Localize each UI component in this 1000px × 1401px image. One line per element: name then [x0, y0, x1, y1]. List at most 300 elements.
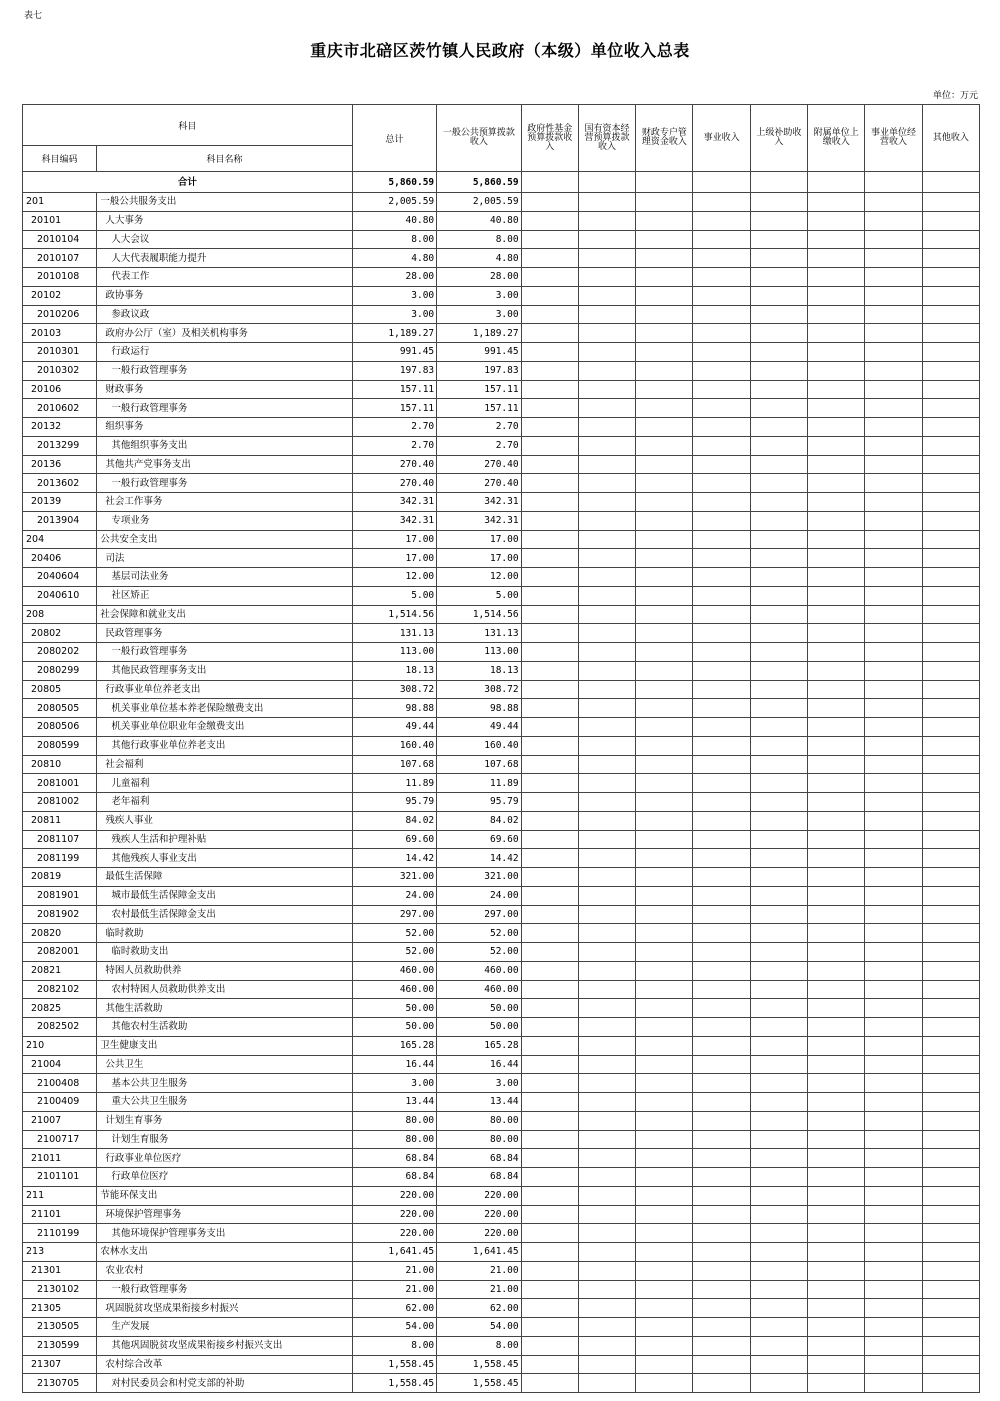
- empty-cell: [578, 418, 635, 437]
- empty-cell: [922, 661, 979, 680]
- subject-code-cell: 2081902: [23, 905, 97, 924]
- empty-cell: [693, 699, 750, 718]
- subject-name-cell: 特困人员救助供养: [97, 961, 352, 980]
- table-row: [23, 886, 980, 905]
- empty-cell: [521, 1299, 578, 1318]
- empty-cell: [636, 399, 693, 418]
- subject-code-cell: 21007: [23, 1111, 97, 1130]
- empty-cell: [636, 1111, 693, 1130]
- empty-cell: [636, 474, 693, 493]
- empty-cell: [922, 586, 979, 605]
- empty-cell: [865, 718, 922, 737]
- empty-cell: [808, 736, 865, 755]
- general-budget-cell: 5.00: [437, 586, 521, 605]
- empty-cell: [750, 586, 807, 605]
- empty-cell: [922, 980, 979, 999]
- empty-cell: [636, 549, 693, 568]
- empty-cell: [750, 268, 807, 287]
- empty-cell: [693, 530, 750, 549]
- empty-cell: [865, 193, 922, 212]
- empty-cell: [922, 211, 979, 230]
- total-cell: 1,641.45: [352, 1243, 436, 1262]
- empty-cell: [521, 268, 578, 287]
- empty-cell: [578, 1168, 635, 1187]
- empty-cell: [693, 830, 750, 849]
- subject-code-cell: 2081002: [23, 793, 97, 812]
- subject-name-cell: 一般行政管理事务: [97, 399, 352, 418]
- empty-cell: [865, 586, 922, 605]
- empty-cell: [865, 1374, 922, 1393]
- table-row: [23, 1168, 980, 1187]
- subject-name-cell: 民政管理事务: [97, 624, 352, 643]
- empty-cell: [693, 211, 750, 230]
- table-row: [23, 530, 980, 549]
- subject-code-cell: 2010206: [23, 305, 97, 324]
- total-cell: 5,860.59: [352, 172, 436, 193]
- empty-cell: [636, 530, 693, 549]
- empty-cell: [865, 343, 922, 362]
- subject-name-cell: 组织事务: [97, 418, 352, 437]
- subject-code-cell: 2013904: [23, 511, 97, 530]
- empty-cell: [922, 268, 979, 287]
- subject-code-cell: 2130505: [23, 1318, 97, 1337]
- empty-cell: [808, 605, 865, 624]
- empty-cell: [693, 905, 750, 924]
- table-row: [23, 849, 980, 868]
- general-budget-cell: 84.02: [437, 811, 521, 830]
- total-cell: 1,558.45: [352, 1374, 436, 1393]
- empty-cell: [750, 1280, 807, 1299]
- empty-cell: [750, 380, 807, 399]
- empty-cell: [922, 1205, 979, 1224]
- empty-cell: [636, 211, 693, 230]
- empty-cell: [578, 493, 635, 512]
- empty-cell: [750, 305, 807, 324]
- empty-cell: [578, 1224, 635, 1243]
- empty-cell: [693, 586, 750, 605]
- empty-cell: [922, 399, 979, 418]
- empty-cell: [750, 249, 807, 268]
- table-row: [23, 680, 980, 699]
- empty-cell: [750, 511, 807, 530]
- empty-cell: [808, 624, 865, 643]
- empty-cell: [750, 1374, 807, 1393]
- empty-cell: [865, 774, 922, 793]
- subject-name-cell: 计划生育服务: [97, 1130, 352, 1149]
- empty-cell: [693, 849, 750, 868]
- empty-cell: [636, 1336, 693, 1355]
- empty-cell: [750, 661, 807, 680]
- empty-cell: [636, 1130, 693, 1149]
- empty-cell: [808, 193, 865, 212]
- empty-cell: [808, 1205, 865, 1224]
- subject-name-cell: 社区矫正: [97, 586, 352, 605]
- empty-cell: [521, 699, 578, 718]
- subject-name-cell: 儿童福利: [97, 774, 352, 793]
- empty-cell: [865, 1149, 922, 1168]
- subject-name-cell: 其他行政事业单位养老支出: [97, 736, 352, 755]
- empty-cell: [578, 718, 635, 737]
- empty-cell: [922, 1093, 979, 1112]
- empty-cell: [750, 680, 807, 699]
- empty-cell: [750, 172, 807, 193]
- subject-name-cell: 机关事业单位基本养老保险缴费支出: [97, 699, 352, 718]
- subject-name-cell: 行政单位医疗: [97, 1168, 352, 1187]
- empty-cell: [578, 1243, 635, 1262]
- table-row: [23, 230, 980, 249]
- empty-cell: [693, 755, 750, 774]
- empty-cell: [578, 1055, 635, 1074]
- empty-cell: [922, 793, 979, 812]
- empty-cell: [922, 172, 979, 193]
- general-budget-cell: 2,005.59: [437, 193, 521, 212]
- subject-name-cell: 农村特困人员救助供养支出: [97, 980, 352, 999]
- subject-name-cell: 农村综合改革: [97, 1355, 352, 1374]
- subject-code-cell: 2081001: [23, 774, 97, 793]
- general-budget-cell: 460.00: [437, 980, 521, 999]
- table-row: [23, 830, 980, 849]
- empty-cell: [578, 1205, 635, 1224]
- empty-cell: [808, 886, 865, 905]
- total-cell: 2.70: [352, 436, 436, 455]
- subject-code-cell: 2130705: [23, 1374, 97, 1393]
- empty-cell: [865, 568, 922, 587]
- empty-cell: [521, 474, 578, 493]
- empty-cell: [808, 680, 865, 699]
- total-cell: 21.00: [352, 1261, 436, 1280]
- empty-cell: [865, 1130, 922, 1149]
- header-row-1: [23, 105, 980, 146]
- empty-cell: [521, 924, 578, 943]
- table-row: [23, 774, 980, 793]
- empty-cell: [808, 718, 865, 737]
- total-cell: 50.00: [352, 999, 436, 1018]
- empty-cell: [521, 1093, 578, 1112]
- empty-cell: [750, 286, 807, 305]
- empty-cell: [808, 211, 865, 230]
- total-label: 合计: [23, 172, 353, 193]
- empty-cell: [578, 474, 635, 493]
- empty-cell: [922, 1149, 979, 1168]
- total-cell: 50.00: [352, 1018, 436, 1037]
- general-budget-cell: 1,514.56: [437, 605, 521, 624]
- empty-cell: [636, 249, 693, 268]
- total-cell: 460.00: [352, 961, 436, 980]
- subject-code-cell: 2080599: [23, 736, 97, 755]
- empty-cell: [693, 568, 750, 587]
- header-state-capital: 国有资本经营预算拨款收入: [578, 105, 635, 172]
- empty-cell: [750, 1130, 807, 1149]
- empty-cell: [865, 793, 922, 812]
- total-cell: 1,514.56: [352, 605, 436, 624]
- empty-cell: [693, 924, 750, 943]
- empty-cell: [750, 886, 807, 905]
- general-budget-cell: 21.00: [437, 1261, 521, 1280]
- general-budget-cell: 98.88: [437, 699, 521, 718]
- table-row: [23, 624, 980, 643]
- general-budget-cell: 13.44: [437, 1093, 521, 1112]
- empty-cell: [922, 1374, 979, 1393]
- total-cell: 308.72: [352, 680, 436, 699]
- subject-code-cell: 2082502: [23, 1018, 97, 1037]
- empty-cell: [750, 474, 807, 493]
- empty-cell: [578, 1111, 635, 1130]
- subject-name-cell: 农村最低生活保障金支出: [97, 905, 352, 924]
- empty-cell: [922, 1055, 979, 1074]
- table-row: [23, 511, 980, 530]
- empty-cell: [636, 193, 693, 212]
- empty-cell: [922, 1018, 979, 1037]
- subject-code-cell: 20820: [23, 924, 97, 943]
- empty-cell: [521, 1055, 578, 1074]
- empty-cell: [750, 230, 807, 249]
- empty-cell: [693, 1055, 750, 1074]
- empty-cell: [750, 1074, 807, 1093]
- empty-cell: [693, 1374, 750, 1393]
- table-row: [23, 868, 980, 887]
- empty-cell: [922, 774, 979, 793]
- subject-name-cell: 人大代表履职能力提升: [97, 249, 352, 268]
- empty-cell: [521, 1355, 578, 1374]
- total-cell: 52.00: [352, 924, 436, 943]
- empty-cell: [521, 1374, 578, 1393]
- subject-code-cell: 2010302: [23, 361, 97, 380]
- subject-code-cell: 20805: [23, 680, 97, 699]
- general-budget-cell: 113.00: [437, 643, 521, 662]
- empty-cell: [865, 605, 922, 624]
- empty-cell: [636, 605, 693, 624]
- empty-cell: [521, 455, 578, 474]
- subject-name-cell: 其他组织事务支出: [97, 436, 352, 455]
- empty-cell: [750, 455, 807, 474]
- empty-cell: [693, 249, 750, 268]
- empty-cell: [750, 624, 807, 643]
- empty-cell: [636, 172, 693, 193]
- empty-cell: [521, 1224, 578, 1243]
- empty-cell: [521, 943, 578, 962]
- empty-cell: [693, 1318, 750, 1337]
- empty-cell: [808, 249, 865, 268]
- empty-cell: [922, 1355, 979, 1374]
- empty-cell: [693, 961, 750, 980]
- empty-cell: [750, 1018, 807, 1037]
- empty-cell: [693, 493, 750, 512]
- empty-cell: [693, 1280, 750, 1299]
- empty-cell: [808, 1280, 865, 1299]
- empty-cell: [922, 1130, 979, 1149]
- empty-cell: [578, 924, 635, 943]
- empty-cell: [636, 305, 693, 324]
- empty-cell: [636, 680, 693, 699]
- empty-cell: [636, 961, 693, 980]
- total-cell: 16.44: [352, 1055, 436, 1074]
- empty-cell: [693, 193, 750, 212]
- table-row: [23, 1224, 980, 1243]
- empty-cell: [750, 943, 807, 962]
- table-row: [23, 1299, 980, 1318]
- empty-cell: [750, 830, 807, 849]
- empty-cell: [521, 586, 578, 605]
- empty-cell: [521, 755, 578, 774]
- empty-cell: [922, 680, 979, 699]
- general-budget-cell: 270.40: [437, 455, 521, 474]
- subject-code-cell: 201: [23, 193, 97, 212]
- empty-cell: [693, 980, 750, 999]
- empty-cell: [922, 811, 979, 830]
- empty-cell: [578, 605, 635, 624]
- header-subject-group: 科目: [23, 105, 353, 146]
- subject-name-cell: 行政运行: [97, 343, 352, 362]
- subject-name-cell: 临时救助: [97, 924, 352, 943]
- empty-cell: [578, 399, 635, 418]
- empty-cell: [808, 943, 865, 962]
- table-row: [23, 1374, 980, 1393]
- empty-cell: [750, 418, 807, 437]
- general-budget-cell: 270.40: [437, 474, 521, 493]
- empty-cell: [865, 211, 922, 230]
- general-budget-cell: 2.70: [437, 436, 521, 455]
- empty-cell: [578, 943, 635, 962]
- general-budget-cell: 54.00: [437, 1318, 521, 1337]
- empty-cell: [922, 380, 979, 399]
- empty-cell: [521, 811, 578, 830]
- empty-cell: [521, 493, 578, 512]
- total-cell: 321.00: [352, 868, 436, 887]
- empty-cell: [808, 1355, 865, 1374]
- empty-cell: [693, 1168, 750, 1187]
- empty-cell: [693, 230, 750, 249]
- empty-cell: [865, 849, 922, 868]
- empty-cell: [636, 286, 693, 305]
- empty-cell: [636, 924, 693, 943]
- empty-cell: [808, 418, 865, 437]
- header-gov-fund: 政府性基金预算拨款收入: [521, 105, 578, 172]
- total-row: [23, 172, 980, 193]
- table-row: [23, 999, 980, 1018]
- empty-cell: [693, 1018, 750, 1037]
- empty-cell: [922, 718, 979, 737]
- empty-cell: [521, 643, 578, 662]
- subject-name-cell: 其他环境保护管理事务支出: [97, 1224, 352, 1243]
- subject-code-cell: 2130599: [23, 1336, 97, 1355]
- empty-cell: [636, 324, 693, 343]
- empty-cell: [521, 1168, 578, 1187]
- table-row: [23, 305, 980, 324]
- empty-cell: [636, 755, 693, 774]
- total-cell: 11.89: [352, 774, 436, 793]
- total-cell: 18.13: [352, 661, 436, 680]
- total-cell: 95.79: [352, 793, 436, 812]
- subject-code-cell: 2010107: [23, 249, 97, 268]
- empty-cell: [922, 324, 979, 343]
- empty-cell: [578, 868, 635, 887]
- empty-cell: [636, 1036, 693, 1055]
- empty-cell: [693, 455, 750, 474]
- empty-cell: [922, 886, 979, 905]
- empty-cell: [693, 793, 750, 812]
- empty-cell: [922, 436, 979, 455]
- empty-cell: [578, 793, 635, 812]
- empty-cell: [693, 436, 750, 455]
- empty-cell: [922, 1224, 979, 1243]
- total-cell: 131.13: [352, 624, 436, 643]
- empty-cell: [865, 172, 922, 193]
- empty-cell: [865, 1280, 922, 1299]
- table-row: [23, 418, 980, 437]
- subject-code-cell: 2010104: [23, 230, 97, 249]
- general-budget-cell: 52.00: [437, 924, 521, 943]
- empty-cell: [865, 305, 922, 324]
- subject-name-cell: 社会保障和就业支出: [97, 605, 352, 624]
- subject-name-cell: 一般行政管理事务: [97, 361, 352, 380]
- empty-cell: [578, 455, 635, 474]
- subject-code-cell: 2110199: [23, 1224, 97, 1243]
- subject-code-cell: 2081901: [23, 886, 97, 905]
- total-cell: 220.00: [352, 1224, 436, 1243]
- empty-cell: [636, 1280, 693, 1299]
- empty-cell: [922, 605, 979, 624]
- subject-name-cell: 行政事业单位养老支出: [97, 680, 352, 699]
- subject-name-cell: 重大公共卫生服务: [97, 1093, 352, 1112]
- total-cell: 460.00: [352, 980, 436, 999]
- empty-cell: [693, 1074, 750, 1093]
- general-budget-cell: 12.00: [437, 568, 521, 587]
- table-row: [23, 755, 980, 774]
- table-row: [23, 961, 980, 980]
- total-cell: 17.00: [352, 549, 436, 568]
- empty-cell: [808, 868, 865, 887]
- empty-cell: [578, 343, 635, 362]
- subject-code-cell: 211: [23, 1186, 97, 1205]
- empty-cell: [636, 1261, 693, 1280]
- empty-cell: [578, 1374, 635, 1393]
- general-budget-cell: 17.00: [437, 530, 521, 549]
- empty-cell: [636, 586, 693, 605]
- total-cell: 270.40: [352, 455, 436, 474]
- subject-code-cell: 2013299: [23, 436, 97, 455]
- general-budget-cell: 17.00: [437, 549, 521, 568]
- empty-cell: [808, 1261, 865, 1280]
- empty-cell: [521, 1149, 578, 1168]
- empty-cell: [693, 268, 750, 287]
- empty-cell: [808, 1243, 865, 1262]
- subject-name-cell: 专项业务: [97, 511, 352, 530]
- empty-cell: [521, 324, 578, 343]
- empty-cell: [750, 1318, 807, 1337]
- subject-name-cell: 一般行政管理事务: [97, 474, 352, 493]
- general-budget-cell: 1,189.27: [437, 324, 521, 343]
- table-row: [23, 1130, 980, 1149]
- table-row: [23, 586, 980, 605]
- empty-cell: [693, 886, 750, 905]
- table-row: [23, 1055, 980, 1074]
- empty-cell: [865, 1074, 922, 1093]
- subject-code-cell: 20821: [23, 961, 97, 980]
- empty-cell: [636, 1374, 693, 1393]
- subject-code-cell: 2130102: [23, 1280, 97, 1299]
- total-cell: 2.70: [352, 418, 436, 437]
- empty-cell: [636, 1299, 693, 1318]
- general-budget-cell: 62.00: [437, 1299, 521, 1318]
- subject-code-cell: 2082001: [23, 943, 97, 962]
- general-budget-cell: 11.89: [437, 774, 521, 793]
- total-cell: 12.00: [352, 568, 436, 587]
- table-row: [23, 924, 980, 943]
- empty-cell: [578, 380, 635, 399]
- income-summary-table: [22, 104, 980, 1393]
- empty-cell: [750, 774, 807, 793]
- empty-cell: [521, 793, 578, 812]
